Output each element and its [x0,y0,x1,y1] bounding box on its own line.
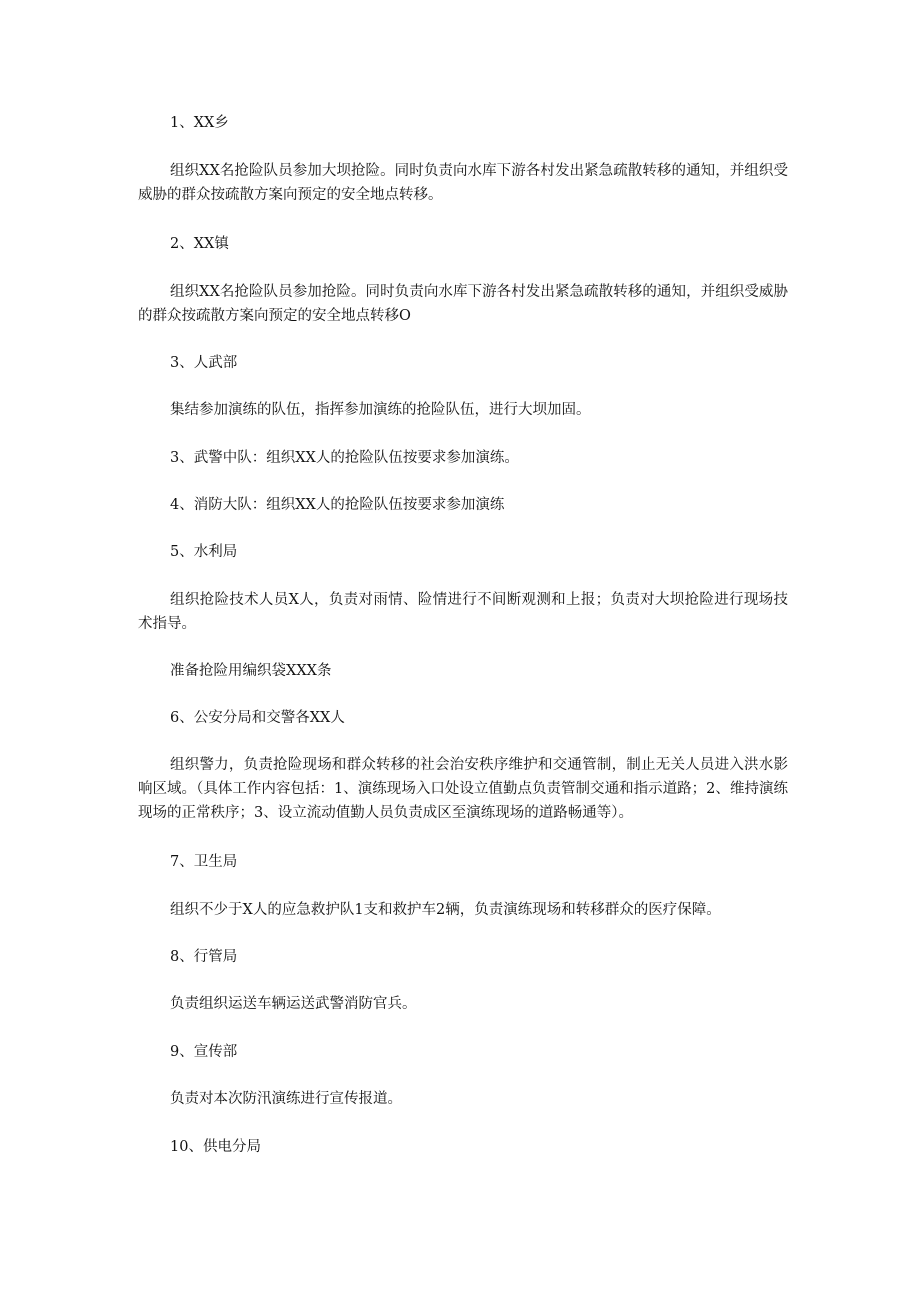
section-heading-armed-forces-dept: 3、人武部 [170,355,238,371]
section-heading-power-supply: 10、供电分局 [170,1139,261,1155]
paragraph-public-security: 组织警力，负责抢险现场和群众转移的社会治安秩序维护和交通管制，制止无关人员进入洪水影响区域。（具体工作内容包括：1、演练现场入口处设立值勤点负责管制交通和指示道路；2、维持演练现场的正常秩序；3、设立流动值勤人员负责成区至演练现场的道路畅通等）。 [138,757,788,821]
paragraph-publicity-dept: 负责对本次防汛演练进行宣传报道。 [170,1091,402,1107]
section-heading-admin-bureau: 8、行管局 [170,949,238,965]
section-heading-water-bureau: 5、水利局 [170,544,238,560]
paragraph-armed-forces-dept: 集结参加演练的队伍，指挥参加演练的抢险队伍，进行大坝加固。 [170,402,591,418]
section-heading-xx-town: 2、XX镇 [170,236,229,252]
paragraph-xx-town: 组织XX名抢险队员参加抢险。同时负责向水库下游各村发出紧急疏散转移的通知，并组织受威胁的群众按疏散方案向预定的安全地点转移O [138,284,788,324]
paragraph-health-bureau: 组织不少于X人的应急救护队1支和救护车2辆，负责演练现场和转移群众的医疗保障。 [170,902,721,918]
section-heading-health-bureau: 7、卫生局 [170,854,238,870]
paragraph-water-bureau: 组织抢险技术人员X人，负责对雨情、险情进行不间断观测和上报；负责对大坝抢险进行现场技术指导。 [138,592,788,632]
paragraph-xx-township: 组织XX名抢险队员参加大坝抢险。同时负责向水库下游各村发出紧急疏散转移的通知，并组织受威胁的群众按疏散方案向预定的安全地点转移。 [138,163,788,203]
section-heading-public-security: 6、公安分局和交警各XX人 [170,710,345,726]
paragraph-sandbags: 准备抢险用编织袋XXX条 [170,663,332,679]
paragraph-armed-police: 3、武警中队：组织XX人的抢险队伍按要求参加演练。 [170,450,519,466]
paragraph-fire-brigade: 4、消防大队：组织XX人的抢险队伍按要求参加演练 [170,497,505,513]
paragraph-admin-bureau: 负责组织运送车辆运送武警消防官兵。 [170,996,417,1012]
section-heading-xx-township: 1、XX乡 [170,115,229,131]
section-heading-publicity-dept: 9、宣传部 [170,1044,238,1060]
